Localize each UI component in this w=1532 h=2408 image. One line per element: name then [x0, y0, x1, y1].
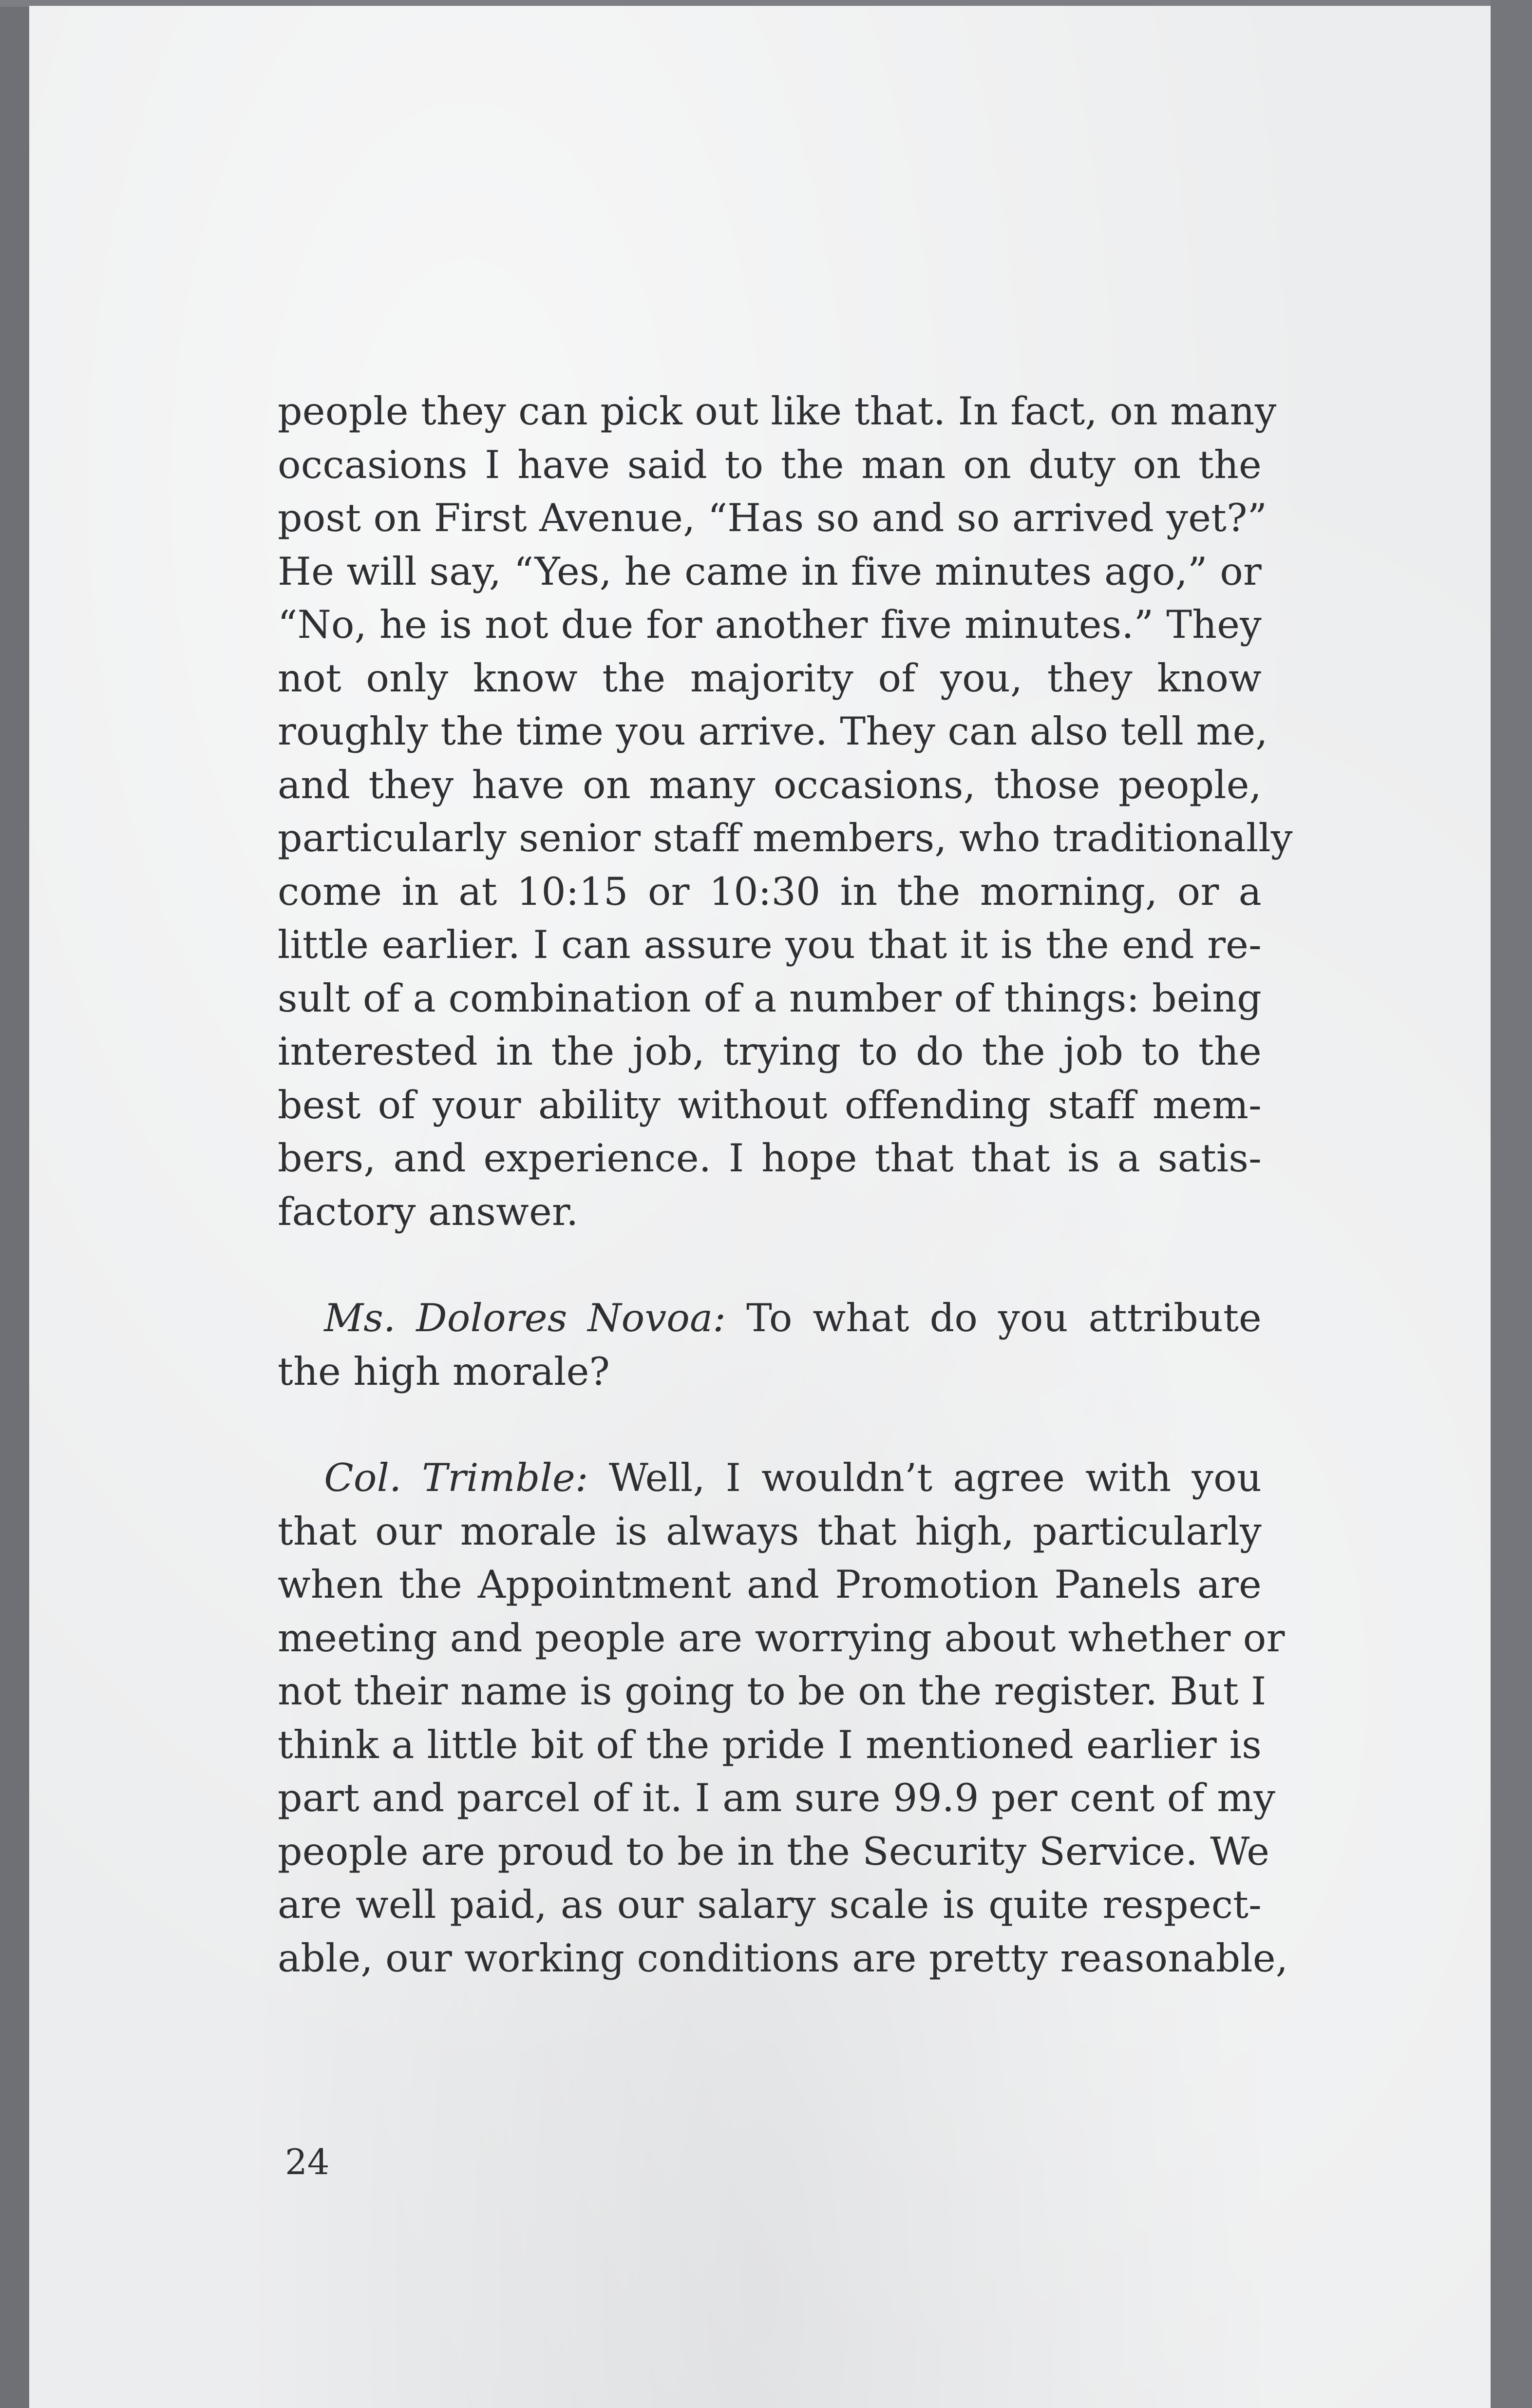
- text-line: are well paid, as our salary scale is quite respect-: [278, 1882, 1262, 1927]
- text-line: come in at 10:15 or 10:30 in the morning, or a: [278, 869, 1262, 914]
- speaker-name: Col. Trimble:: [324, 1455, 588, 1500]
- text-line: [278, 1452, 1262, 1505]
- text-line: He will say, “Yes, he came in five minutes ago,” or: [278, 549, 1262, 594]
- text-line: [278, 1292, 1262, 1345]
- text-line: people they can pick out like that. In fact, on many: [278, 389, 1277, 434]
- text-line: roughly the time you arrive. They can also tell me,: [278, 709, 1268, 754]
- text-line: little earlier. I can assure you that it is the end re-: [278, 922, 1262, 967]
- paragraph-2: [278, 1292, 1262, 1398]
- paragraph-1: [278, 385, 1293, 1239]
- paragraph-3: [278, 1452, 1288, 1985]
- text-line: people are proud to be in the Security Service. We: [278, 1829, 1270, 1874]
- text-line: that our morale is always that high, particularly: [278, 1509, 1262, 1554]
- text-line: meeting and people are worrying about whether or: [278, 1615, 1285, 1661]
- text-line: bers, and experience. I hope that that is a satis-: [278, 1136, 1262, 1181]
- paragraph-gap: [278, 1239, 1262, 1292]
- text-line: not only know the majority of you, they know: [278, 655, 1262, 701]
- text-line: interested in the job, trying to do the job to the: [278, 1029, 1262, 1074]
- body-text: [278, 385, 1293, 1985]
- text-line: and they have on many occasions, those people,: [278, 762, 1262, 807]
- paragraph-gap: [278, 1398, 1262, 1452]
- text-line: occasions I have said to the man on duty on the: [278, 442, 1262, 487]
- scan-right-edge: [1491, 0, 1532, 2408]
- text-line: post on First Avenue, “Has so and so arrived yet?”: [278, 496, 1267, 540]
- text-line: factory answer.: [278, 1189, 579, 1234]
- text-line: when the Appointment and Promotion Panels are: [278, 1562, 1262, 1607]
- text-line: best of your ability without offending staff mem-: [278, 1082, 1262, 1128]
- text-line: part and parcel of it. I am sure 99.9 per cent of my: [278, 1776, 1276, 1820]
- text-line: the high morale?: [278, 1349, 610, 1394]
- text-line: “No, he is not due for another five minutes.” They: [278, 602, 1262, 647]
- text-line: think a little bit of the pride I mentioned earlier is: [278, 1722, 1262, 1767]
- speech-text: To what do you attribute: [746, 1296, 1262, 1340]
- speaker-name: Ms. Dolores Novoa:: [324, 1296, 726, 1340]
- page-number: 24: [285, 2141, 330, 2182]
- text-line: able, our working conditions are pretty reasonable,: [278, 1935, 1288, 1981]
- text-line: particularly senior staff members, who traditionally: [278, 816, 1293, 860]
- speech-text: Well, I wouldn’t agree with you: [608, 1455, 1262, 1500]
- text-line: not their name is going to be on the register. But I: [278, 1669, 1267, 1714]
- text-line: sult of a combination of a number of things: being: [278, 975, 1262, 1021]
